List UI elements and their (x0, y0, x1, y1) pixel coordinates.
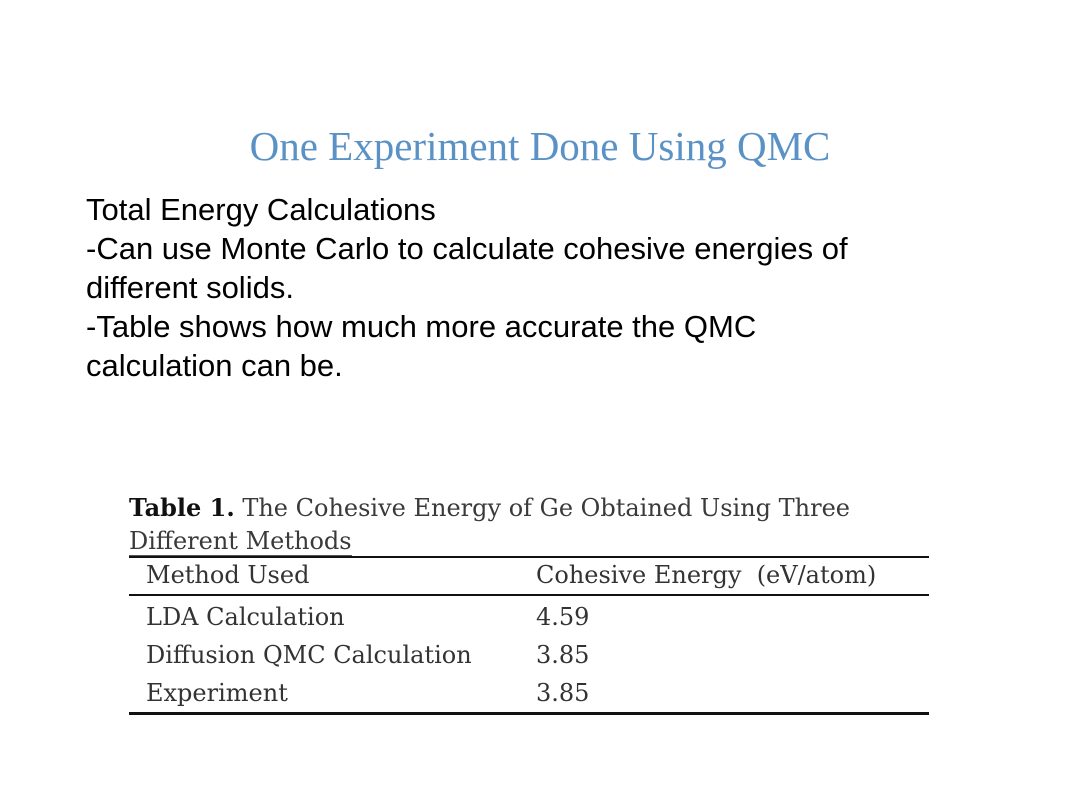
header-method: Method Used (146, 561, 310, 589)
cell-method: Diffusion QMC Calculation (146, 641, 472, 669)
cohesive-energy-table (129, 556, 929, 715)
body-line-heading: Total Energy Calculations (86, 192, 436, 227)
cell-energy: 4.59 (536, 603, 590, 631)
body-text (86, 190, 1046, 385)
body-line: -Can use Monte Carlo to calculate cohesive energies of (86, 231, 848, 266)
table-header-row (129, 557, 929, 595)
table-row (129, 636, 929, 674)
cell-method: LDA Calculation (146, 603, 345, 631)
table-caption-continued (129, 526, 929, 556)
body-line: different solids. (86, 270, 294, 305)
slide-title: One Experiment Done Using QMC (249, 123, 831, 169)
cell-method: Experiment (146, 679, 288, 707)
body-line: -Table shows how much more accurate the QMC (86, 309, 757, 344)
header-energy: Cohesive Energy (eV/atom) (536, 561, 877, 589)
table-caption (129, 490, 929, 526)
body-line: calculation can be. (86, 348, 343, 383)
cell-energy: 3.85 (536, 641, 590, 669)
table-caption-label: Table 1. (129, 493, 235, 522)
table-row (129, 595, 929, 636)
table-row (129, 674, 929, 714)
table-figure (129, 490, 929, 715)
cell-energy: 3.85 (536, 679, 590, 707)
table-caption-text: The Cohesive Energy of Ge Obtained Using Three (242, 494, 850, 522)
table-caption-text-2: Different Methods (129, 527, 352, 555)
